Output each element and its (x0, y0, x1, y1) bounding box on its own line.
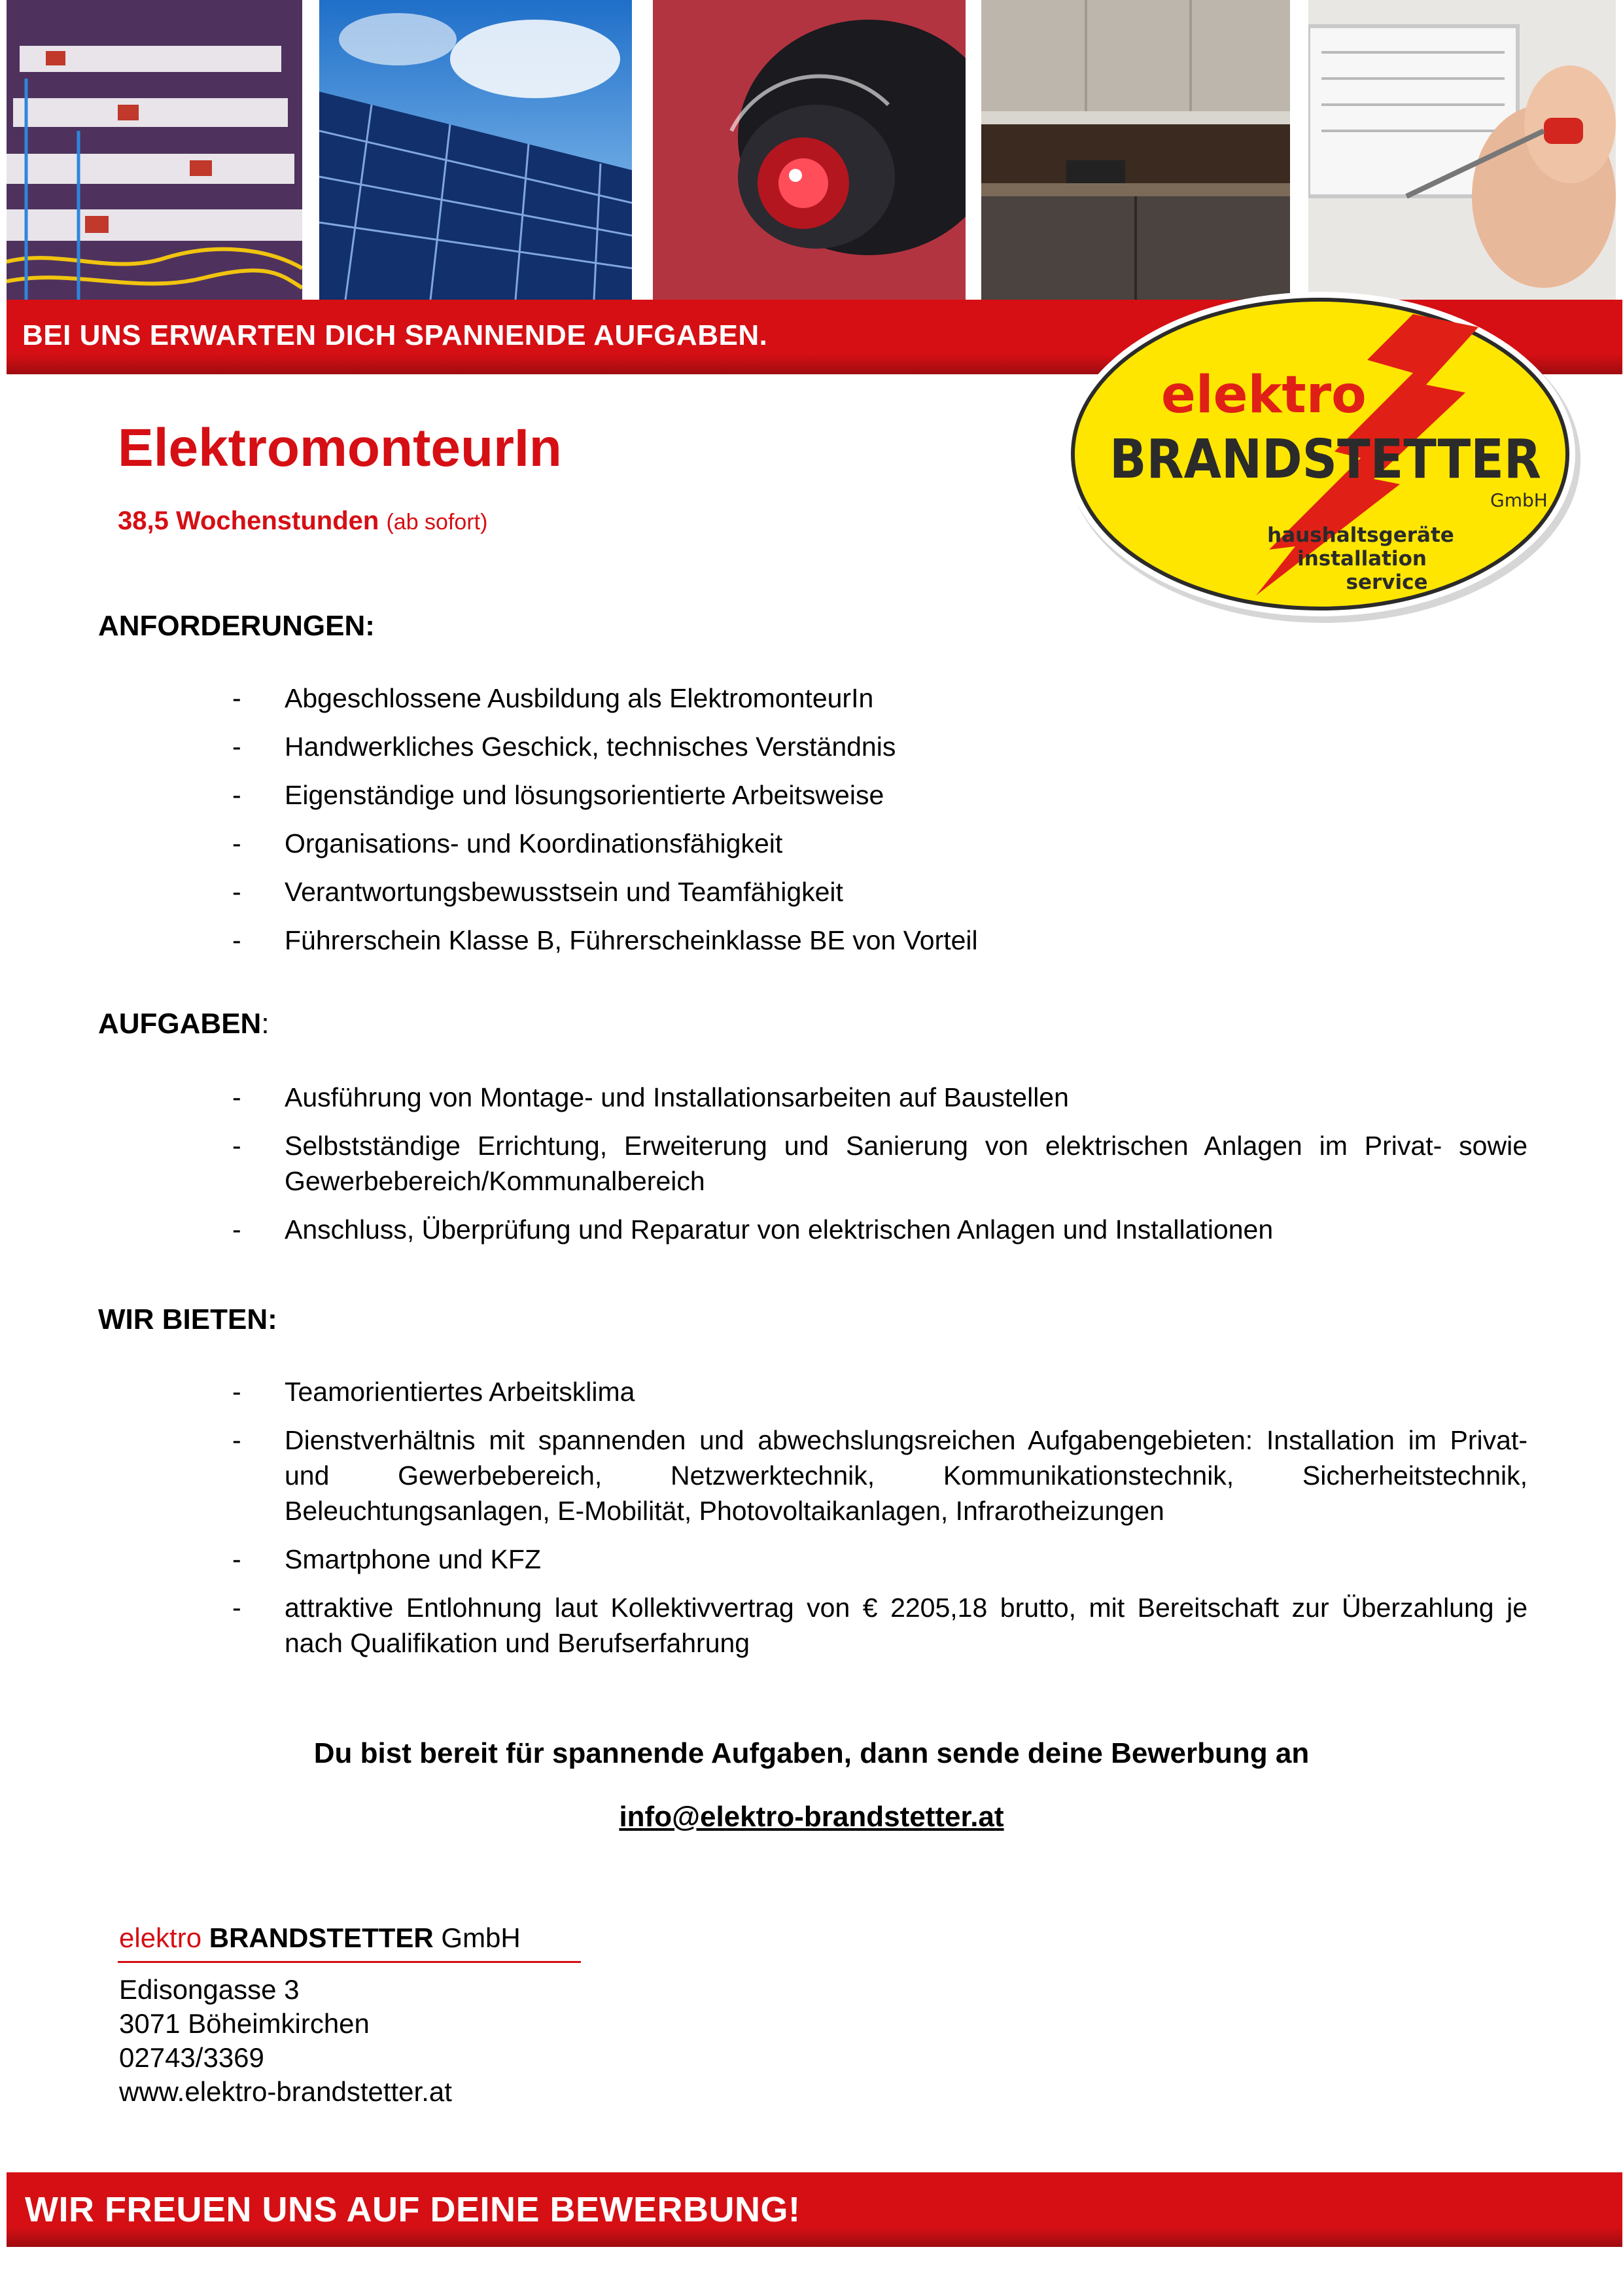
requirements-list (232, 680, 1527, 971)
address-phone: 02743/3369 (119, 2042, 264, 2073)
company-divider (118, 1961, 581, 1963)
logo-word-brandstetter: BRANDSTETTER (1109, 429, 1541, 491)
address-street: Edisongasse 3 (119, 1974, 300, 2005)
logo-service-1: haushaltsgeräte (1267, 523, 1454, 547)
list-item: - Führerschein Klasse B, Führerscheinklasse BE von Vorteil (232, 925, 978, 955)
requirements-heading: ANFORDERUNGEN: (98, 610, 375, 642)
electrical-panel-photo (7, 0, 302, 300)
logo-service-2: installation (1297, 547, 1427, 571)
list-item: - Handwerkliches Geschick, technisches Verständnis (232, 732, 896, 762)
kitchen-photo (981, 0, 1290, 300)
list-item: - Smartphone und KFZ (232, 1544, 541, 1574)
start-date: (ab sofort) (386, 510, 488, 535)
list-item: - Eigenständige und lösungsorientierte Arbeitsweise (232, 780, 884, 810)
list-item: - Teamorientiertes Arbeitsklima (232, 1377, 635, 1407)
job-title: ElektromonteurIn (118, 418, 562, 478)
company-website-link[interactable]: www.elektro-brandstetter.at (119, 2076, 452, 2107)
offer-list (232, 1374, 1527, 1674)
tasks-heading: AUFGABEN: (98, 1008, 270, 1040)
solar-panel-photo (319, 0, 632, 300)
application-email-link[interactable]: info@elektro-brandstetter.at (619, 1801, 1004, 1833)
bottom-banner (7, 2172, 1622, 2247)
logo-service-3: service (1346, 571, 1428, 594)
list-item: - Dienstverhältnis mit spannenden und abwechslungsreichen Aufgabengebieten: Installation im Privat- und Gewerbebereich, Netzwerktechnik, Kommunikationstechnik, Sicherheitstechnik, Beleuchtungsanlagen, E-Mobilität, Photovoltaikanlagen, Infrarotheizungen (232, 1425, 1527, 1526)
company-logo (1060, 288, 1596, 654)
tasks-list (232, 1080, 1527, 1260)
logo-gmbh: GmbH (1490, 489, 1548, 511)
company-address (119, 1973, 452, 2109)
repair-hands-photo (1308, 0, 1616, 300)
company-name: elektro BRANDSTETTER GmbH (119, 1922, 521, 1953)
list-item: - Selbstständige Errichtung, Erweiterung und Sanierung von elektrischen Anlagen im Privat- sowie Gewerbebereich/Kommunalbereich (232, 1131, 1527, 1196)
logo-word-elektro: elektro (1161, 366, 1367, 425)
list-item: - Verantwortungsbewusstsein und Teamfähigkeit (232, 877, 843, 907)
bottom-banner-text: WIR FREUEN UNS AUF DEINE BEWERBUNG! (25, 2190, 801, 2229)
list-item: - attraktive Entlohnung laut Kollektivvertrag von € 2205,18 brutto, mit Bereitschaft zur Überzahlung je nach Qualifikation und Berufserfahrung (232, 1593, 1527, 1658)
address-city: 3071 Böheimkirchen (119, 2008, 370, 2039)
weekly-hours: 38,5 Wochenstunden (118, 506, 379, 535)
job-hours (118, 506, 487, 536)
list-item: - Organisations- und Koordinationsfähigkeit (232, 828, 783, 858)
security-camera-photo (653, 0, 966, 300)
cta-text: Du bist bereit für spannende Aufgaben, dann sende deine Bewerbung an (313, 1737, 1310, 1769)
list-item: - Anschluss, Überprüfung und Reparatur von elektrischen Anlagen und Installationen (232, 1214, 1274, 1245)
list-item: - Abgeschlossene Ausbildung als ElektromonteurIn (232, 683, 874, 713)
list-item: - Ausführung von Montage- und Installationsarbeiten auf Baustellen (232, 1082, 1069, 1112)
top-banner-text: BEI UNS ERWARTEN DICH SPANNENDE AUFGABEN. (22, 319, 768, 351)
offer-heading: WIR BIETEN: (98, 1303, 277, 1335)
